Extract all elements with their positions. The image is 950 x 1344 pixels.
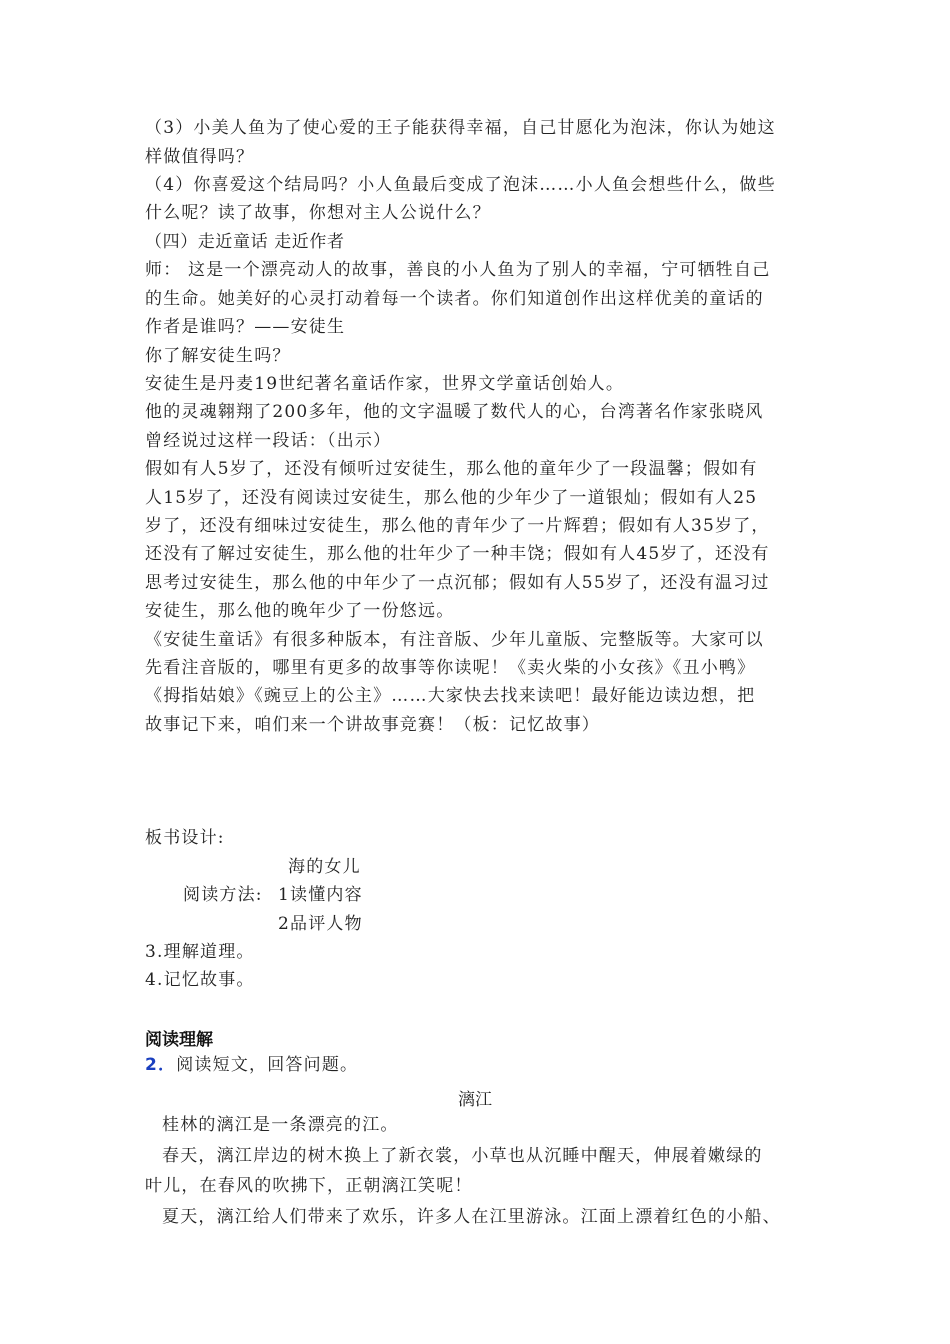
lesson-line: 什么呢？读了故事，你想对主人公说什么？ xyxy=(145,203,491,223)
lesson-line: 你了解安徒生吗？ xyxy=(145,346,291,366)
board-item: 4.记忆故事。 xyxy=(145,970,255,990)
board-item: 1读懂内容 xyxy=(278,885,363,905)
question-number: 2． xyxy=(145,1055,177,1075)
passage-line: 夏天，漓江给人们带来了欢乐，许多人在江里游泳。江面上漂着红色的小船、 xyxy=(162,1207,781,1227)
lesson-line: 他的灵魂翱翔了200多年，他的文字温暖了数代人的心，台湾著名作家张晓风 xyxy=(145,402,764,422)
passage-title: 漓江 xyxy=(458,1090,492,1110)
board-item: 2品评人物 xyxy=(278,914,363,934)
passage-line: 春天，漓江岸边的树木换上了新衣裳，小草也从沉睡中醒天，伸展着嫩绿的 xyxy=(162,1146,763,1166)
question-prompt xyxy=(145,1053,815,1077)
quote-line: 岁了，还没有细味过安徒生，那么他的青年少了一片辉碧；假如有人35岁了， xyxy=(145,516,770,536)
quote-line: 思考过安徒生，那么他的中年少了一点沉郁；假如有人55岁了，还没有温习过 xyxy=(145,573,770,593)
lesson-line: 《拇指姑娘》《豌豆上的公主》……大家快去找来读吧！最好能边读边想，把 xyxy=(145,686,756,706)
passage-line: 桂林的漓江是一条漂亮的江。 xyxy=(162,1115,399,1135)
question-text: 阅读短文，回答问题。 xyxy=(176,1055,359,1075)
quote-line: 假如有人5岁了，还没有倾听过安徒生，那么他的童年少了一段温馨；假如有 xyxy=(145,459,758,479)
board-item: 3.理解道理。 xyxy=(145,942,255,962)
quote-line: 人15岁了，还没有阅读过安徒生，那么他的少年少了一道银灿；假如有人25 xyxy=(145,488,758,508)
board-title: 海的女儿 xyxy=(288,857,361,877)
lesson-line: 安徒生是丹麦19世纪著名童话作家，世界文学童话创始人。 xyxy=(145,374,625,394)
quote-line: 安徒生，那么他的晚年少了一份悠远。 xyxy=(145,601,455,621)
lesson-line: 的生命。她美好的心灵打动着每一个读者。你们知道创作出这样优美的童话的 xyxy=(145,289,764,309)
lesson-line: （4）你喜爱这个结局吗？小人鱼最后变成了泡沫……小人鱼会想些什么，做些 xyxy=(145,175,776,195)
lesson-line: 故事记下来，咱们来一个讲故事竞赛！（板：记忆故事） xyxy=(145,715,600,735)
lesson-line: 师： 这是一个漂亮动人的故事，善良的小人鱼为了别人的幸福，宁可牺牲自己 xyxy=(145,260,771,280)
quote-line: 还没有了解过安徒生，那么他的壮年少了一种丰饶；假如有人45岁了，还没有 xyxy=(145,544,770,564)
passage-line: 叶儿，在春风的吹拂下，正朝漓江笑呢！ xyxy=(145,1176,473,1196)
lesson-line: 样做值得吗？ xyxy=(145,147,255,167)
reading-heading: 阅读理解 xyxy=(145,1030,213,1050)
lesson-line: 《安徒生童话》有很多种版本，有注音版、少年儿童版、完整版等。大家可以 xyxy=(145,630,764,650)
lesson-line: 曾经说过这样一段话：（出示） xyxy=(145,431,392,451)
board-label: 板书设计: xyxy=(145,828,225,848)
lesson-line: 作者是谁吗？——安徒生 xyxy=(145,317,346,337)
board-method-label: 阅读方法: xyxy=(183,885,263,905)
lesson-line: （3）小美人鱼为了使心爱的王子能获得幸福，自己甘愿化为泡沫，你认为她这 xyxy=(145,118,776,138)
section-heading: （四）走近童话 走近作者 xyxy=(145,232,345,252)
lesson-line: 先看注音版的，哪里有更多的故事等你读呢！《卖火柴的小女孩》《丑小鸭》 xyxy=(145,658,756,678)
